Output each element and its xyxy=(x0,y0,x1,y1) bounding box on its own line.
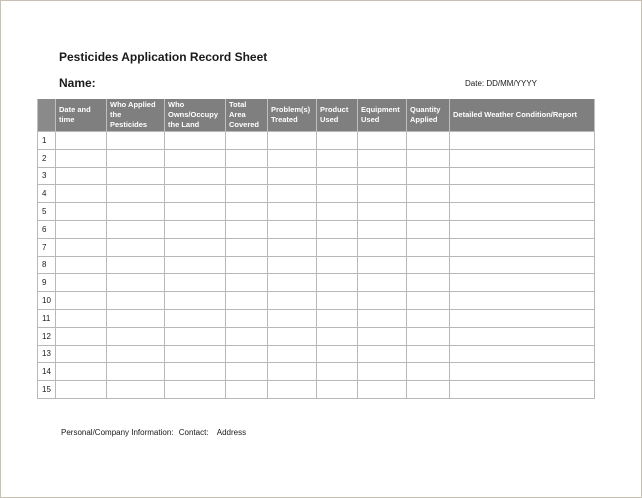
table-cell[interactable] xyxy=(165,220,226,238)
table-cell[interactable] xyxy=(56,167,107,185)
table-cell[interactable] xyxy=(226,292,268,310)
table-cell[interactable] xyxy=(56,185,107,203)
table-cell[interactable] xyxy=(317,381,358,399)
table-cell[interactable] xyxy=(226,132,268,150)
table-cell[interactable] xyxy=(317,220,358,238)
table-cell[interactable] xyxy=(358,256,407,274)
table-cell[interactable] xyxy=(165,327,226,345)
table-cell[interactable] xyxy=(407,167,450,185)
row-number: 9 xyxy=(38,274,56,292)
table-cell[interactable] xyxy=(450,149,595,167)
table-cell[interactable] xyxy=(358,167,407,185)
table-cell[interactable] xyxy=(268,292,317,310)
table-cell[interactable] xyxy=(407,203,450,221)
application-record-table xyxy=(37,99,595,399)
table-cell[interactable] xyxy=(107,238,165,256)
table-cell[interactable] xyxy=(317,132,358,150)
table-row xyxy=(38,327,595,345)
table-cell[interactable] xyxy=(407,274,450,292)
table-cell[interactable] xyxy=(407,256,450,274)
table-cell[interactable] xyxy=(450,327,595,345)
header-row xyxy=(38,99,595,132)
table-cell[interactable] xyxy=(450,292,595,310)
table-cell[interactable] xyxy=(226,203,268,221)
table-cell[interactable] xyxy=(107,292,165,310)
table-cell[interactable] xyxy=(165,149,226,167)
table-cell[interactable] xyxy=(226,274,268,292)
table-cell[interactable] xyxy=(407,381,450,399)
table-cell[interactable] xyxy=(226,185,268,203)
table-cell[interactable] xyxy=(268,149,317,167)
contact-label: Contact: xyxy=(178,428,209,437)
table-cell[interactable] xyxy=(407,309,450,327)
table-cell[interactable] xyxy=(450,132,595,150)
address-label: Address xyxy=(216,428,247,437)
table-cell[interactable] xyxy=(165,363,226,381)
table-cell[interactable] xyxy=(268,203,317,221)
table-cell[interactable] xyxy=(56,256,107,274)
table-cell[interactable] xyxy=(165,203,226,221)
table-cell[interactable] xyxy=(226,167,268,185)
table-cell[interactable] xyxy=(317,185,358,203)
table-cell[interactable] xyxy=(317,327,358,345)
table-cell[interactable] xyxy=(268,256,317,274)
table-cell[interactable] xyxy=(56,203,107,221)
table-cell[interactable] xyxy=(56,292,107,310)
table-cell[interactable] xyxy=(407,327,450,345)
table-row xyxy=(38,381,595,399)
table-cell[interactable] xyxy=(268,345,317,363)
table-cell[interactable] xyxy=(268,381,317,399)
table-cell[interactable] xyxy=(450,274,595,292)
table-cell[interactable] xyxy=(317,363,358,381)
table-cell[interactable] xyxy=(317,167,358,185)
table-cell[interactable] xyxy=(226,220,268,238)
table-cell[interactable] xyxy=(107,256,165,274)
table-cell[interactable] xyxy=(268,309,317,327)
table-cell[interactable] xyxy=(107,149,165,167)
table-cell[interactable] xyxy=(226,238,268,256)
table-cell[interactable] xyxy=(165,381,226,399)
table-cell[interactable] xyxy=(56,327,107,345)
table-cell[interactable] xyxy=(358,238,407,256)
record-table-body xyxy=(38,132,595,399)
table-cell[interactable] xyxy=(226,327,268,345)
table-cell[interactable] xyxy=(165,256,226,274)
header-land-owner: Who Owns/Occupy the Land xyxy=(165,99,226,132)
header-quantity-applied: Quantity Applied xyxy=(407,99,450,132)
table-cell[interactable] xyxy=(165,345,226,363)
row-number: 15 xyxy=(38,381,56,399)
header-problems-treated: Problem(s) Treated xyxy=(268,99,317,132)
table-cell[interactable] xyxy=(165,132,226,150)
table-cell[interactable] xyxy=(358,132,407,150)
row-number: 4 xyxy=(38,185,56,203)
table-cell[interactable] xyxy=(226,381,268,399)
table-cell[interactable] xyxy=(268,327,317,345)
table-cell[interactable] xyxy=(56,274,107,292)
table-cell[interactable] xyxy=(268,185,317,203)
table-cell[interactable] xyxy=(407,238,450,256)
table-cell[interactable] xyxy=(317,238,358,256)
table-cell[interactable] xyxy=(450,381,595,399)
table-cell[interactable] xyxy=(107,274,165,292)
row-number: 1 xyxy=(38,132,56,150)
table-row xyxy=(38,167,595,185)
table-cell[interactable] xyxy=(358,274,407,292)
table-cell[interactable] xyxy=(226,345,268,363)
table-cell[interactable] xyxy=(407,149,450,167)
table-cell[interactable] xyxy=(358,381,407,399)
table-cell[interactable] xyxy=(226,256,268,274)
table-cell[interactable] xyxy=(317,309,358,327)
header-product-used: Product Used xyxy=(317,99,358,132)
table-cell[interactable] xyxy=(107,381,165,399)
table-cell[interactable] xyxy=(268,274,317,292)
table-cell[interactable] xyxy=(226,309,268,327)
table-cell[interactable] xyxy=(107,220,165,238)
header-who-applied: Who Applied the Pesticides xyxy=(107,99,165,132)
table-cell[interactable] xyxy=(407,132,450,150)
page-title: Pesticides Application Record Sheet xyxy=(59,50,268,64)
table-row xyxy=(38,309,595,327)
table-cell[interactable] xyxy=(56,220,107,238)
table-cell[interactable] xyxy=(358,220,407,238)
row-number: 5 xyxy=(38,203,56,221)
row-number: 10 xyxy=(38,292,56,310)
row-number: 13 xyxy=(38,345,56,363)
table-row xyxy=(38,292,595,310)
table-cell[interactable] xyxy=(358,203,407,221)
footer-info xyxy=(61,428,246,437)
table-cell[interactable] xyxy=(407,363,450,381)
table-row xyxy=(38,203,595,221)
name-label: Name: xyxy=(59,76,96,90)
row-number: 2 xyxy=(38,149,56,167)
table-cell[interactable] xyxy=(450,345,595,363)
table-cell[interactable] xyxy=(165,185,226,203)
table-cell[interactable] xyxy=(107,167,165,185)
date-label: Date: DD/MM/YYYY xyxy=(465,79,538,88)
table-cell[interactable] xyxy=(317,256,358,274)
table-cell[interactable] xyxy=(107,327,165,345)
row-number: 11 xyxy=(38,309,56,327)
table-cell[interactable] xyxy=(407,185,450,203)
table-cell[interactable] xyxy=(358,345,407,363)
table-cell[interactable] xyxy=(226,363,268,381)
table-row xyxy=(38,238,595,256)
table-cell[interactable] xyxy=(56,345,107,363)
table-cell[interactable] xyxy=(107,203,165,221)
table-cell[interactable] xyxy=(56,381,107,399)
table-cell[interactable] xyxy=(268,238,317,256)
table-cell[interactable] xyxy=(317,203,358,221)
table-cell[interactable] xyxy=(450,167,595,185)
table-cell[interactable] xyxy=(165,309,226,327)
table-row xyxy=(38,185,595,203)
header-row-number xyxy=(38,99,56,132)
table-cell[interactable] xyxy=(56,363,107,381)
table-cell[interactable] xyxy=(165,292,226,310)
table-cell[interactable] xyxy=(407,292,450,310)
table-cell[interactable] xyxy=(165,238,226,256)
table-cell[interactable] xyxy=(107,345,165,363)
table-cell[interactable] xyxy=(450,220,595,238)
table-row xyxy=(38,149,595,167)
table-row xyxy=(38,256,595,274)
table-row xyxy=(38,363,595,381)
table-cell[interactable] xyxy=(450,309,595,327)
table-cell[interactable] xyxy=(268,132,317,150)
table-cell[interactable] xyxy=(450,256,595,274)
table-cell[interactable] xyxy=(317,292,358,310)
table-row xyxy=(38,132,595,150)
table-cell[interactable] xyxy=(450,238,595,256)
row-number: 14 xyxy=(38,363,56,381)
table-cell[interactable] xyxy=(407,220,450,238)
table-cell[interactable] xyxy=(107,309,165,327)
row-number: 8 xyxy=(38,256,56,274)
table-cell[interactable] xyxy=(226,149,268,167)
table-cell[interactable] xyxy=(407,345,450,363)
table-cell[interactable] xyxy=(450,203,595,221)
header-total-area: Total Area Covered xyxy=(226,99,268,132)
table-cell[interactable] xyxy=(165,167,226,185)
table-cell[interactable] xyxy=(56,238,107,256)
table-cell[interactable] xyxy=(56,132,107,150)
table-cell[interactable] xyxy=(165,274,226,292)
row-number: 7 xyxy=(38,238,56,256)
table-row xyxy=(38,220,595,238)
table-cell[interactable] xyxy=(358,327,407,345)
table-cell[interactable] xyxy=(317,345,358,363)
table-cell[interactable] xyxy=(358,292,407,310)
table-cell[interactable] xyxy=(317,274,358,292)
table-cell[interactable] xyxy=(317,149,358,167)
table-cell[interactable] xyxy=(450,185,595,203)
table-cell[interactable] xyxy=(358,309,407,327)
table-cell[interactable] xyxy=(107,185,165,203)
table-cell[interactable] xyxy=(107,132,165,150)
table-cell[interactable] xyxy=(358,185,407,203)
table-cell[interactable] xyxy=(268,220,317,238)
table-cell[interactable] xyxy=(56,149,107,167)
header-equipment-used: Equipment Used xyxy=(358,99,407,132)
table-cell[interactable] xyxy=(358,363,407,381)
header-weather-condition: Detailed Weather Condition/Report xyxy=(450,99,595,132)
row-number: 6 xyxy=(38,220,56,238)
table-cell[interactable] xyxy=(268,363,317,381)
table-cell[interactable] xyxy=(268,167,317,185)
table-cell[interactable] xyxy=(450,363,595,381)
table-row xyxy=(38,345,595,363)
row-number: 3 xyxy=(38,167,56,185)
table-cell[interactable] xyxy=(107,363,165,381)
table-row xyxy=(38,274,595,292)
row-number: 12 xyxy=(38,327,56,345)
table-cell[interactable] xyxy=(358,149,407,167)
table-cell[interactable] xyxy=(56,309,107,327)
header-date-time: Date and time xyxy=(56,99,107,132)
company-info-label: Personal/Company Information: xyxy=(61,428,174,437)
